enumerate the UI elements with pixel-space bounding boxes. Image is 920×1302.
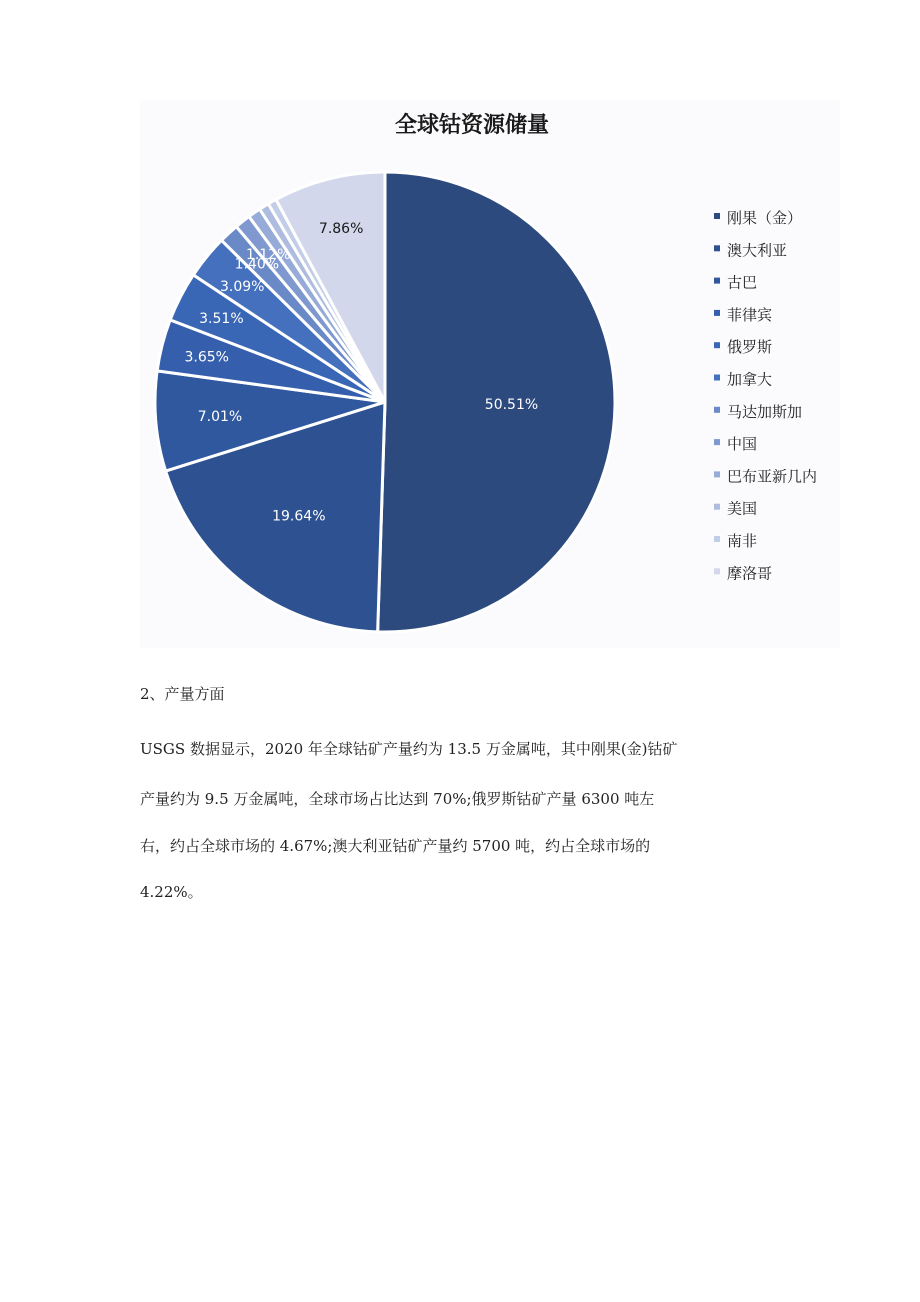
legend-swatch xyxy=(714,536,720,542)
section-heading: 2、产量方面 xyxy=(140,685,225,703)
legend-swatch xyxy=(714,245,720,251)
chart-title: 全球钴资源储量 xyxy=(394,113,550,138)
legend-label: 加拿大 xyxy=(727,370,773,389)
legend-swatch xyxy=(714,439,720,445)
legend-label: 摩洛哥 xyxy=(727,564,773,583)
slice-data-label: 19.64% xyxy=(272,508,326,525)
legend-swatch xyxy=(714,568,720,574)
legend-swatch xyxy=(714,504,720,510)
legend-swatch xyxy=(714,213,720,219)
slice-data-label: 1.40% xyxy=(234,256,280,273)
legend-label: 马达加斯加 xyxy=(727,402,803,421)
slice-data-label: 1.12% xyxy=(245,246,291,263)
slice-data-label: 7.01% xyxy=(197,408,243,425)
legend-label: 巴布亚新几内 xyxy=(727,467,818,486)
paragraph-line: 4.22%。 xyxy=(140,883,203,901)
legend-label: 刚果（金） xyxy=(727,209,803,227)
legend-swatch xyxy=(714,310,720,316)
paragraph-line: USGS 数据显示，2020 年全球钴矿产量约为 13.5 万金属吨，其中刚果(金)钴矿 xyxy=(140,740,678,758)
legend-swatch xyxy=(714,407,720,413)
legend-label: 中国 xyxy=(727,435,758,454)
slice-data-label: 3.65% xyxy=(184,349,229,366)
legend-label: 美国 xyxy=(727,499,758,518)
legend-label: 南非 xyxy=(727,532,758,550)
legend-swatch xyxy=(714,278,720,284)
slice-data-label: 3.51% xyxy=(199,310,244,327)
paragraph-line: 右，约占全球市场的 4.67%;澳大利亚钴矿产量约 5700 吨，约占全球市场的 xyxy=(140,837,651,855)
slice-data-label: 50.51% xyxy=(484,397,539,414)
legend-swatch xyxy=(714,471,720,477)
slice-data-label: 3.09% xyxy=(219,278,265,295)
legend-swatch xyxy=(714,342,720,348)
pie-chart-canvas xyxy=(140,100,840,648)
legend-swatch xyxy=(714,375,720,381)
legend-label: 俄罗斯 xyxy=(727,338,773,357)
legend-label: 古巴 xyxy=(727,273,758,292)
slice-data-label: 7.86% xyxy=(318,221,364,238)
legend-label: 澳大利亚 xyxy=(727,241,788,260)
cobalt-reserves-chart xyxy=(140,100,840,648)
paragraph-line: 产量约为 9.5 万金属吨，全球市场占比达到 70%;俄罗斯钴矿产量 6300 吨左 xyxy=(140,790,655,808)
legend-label: 菲律宾 xyxy=(727,305,773,324)
